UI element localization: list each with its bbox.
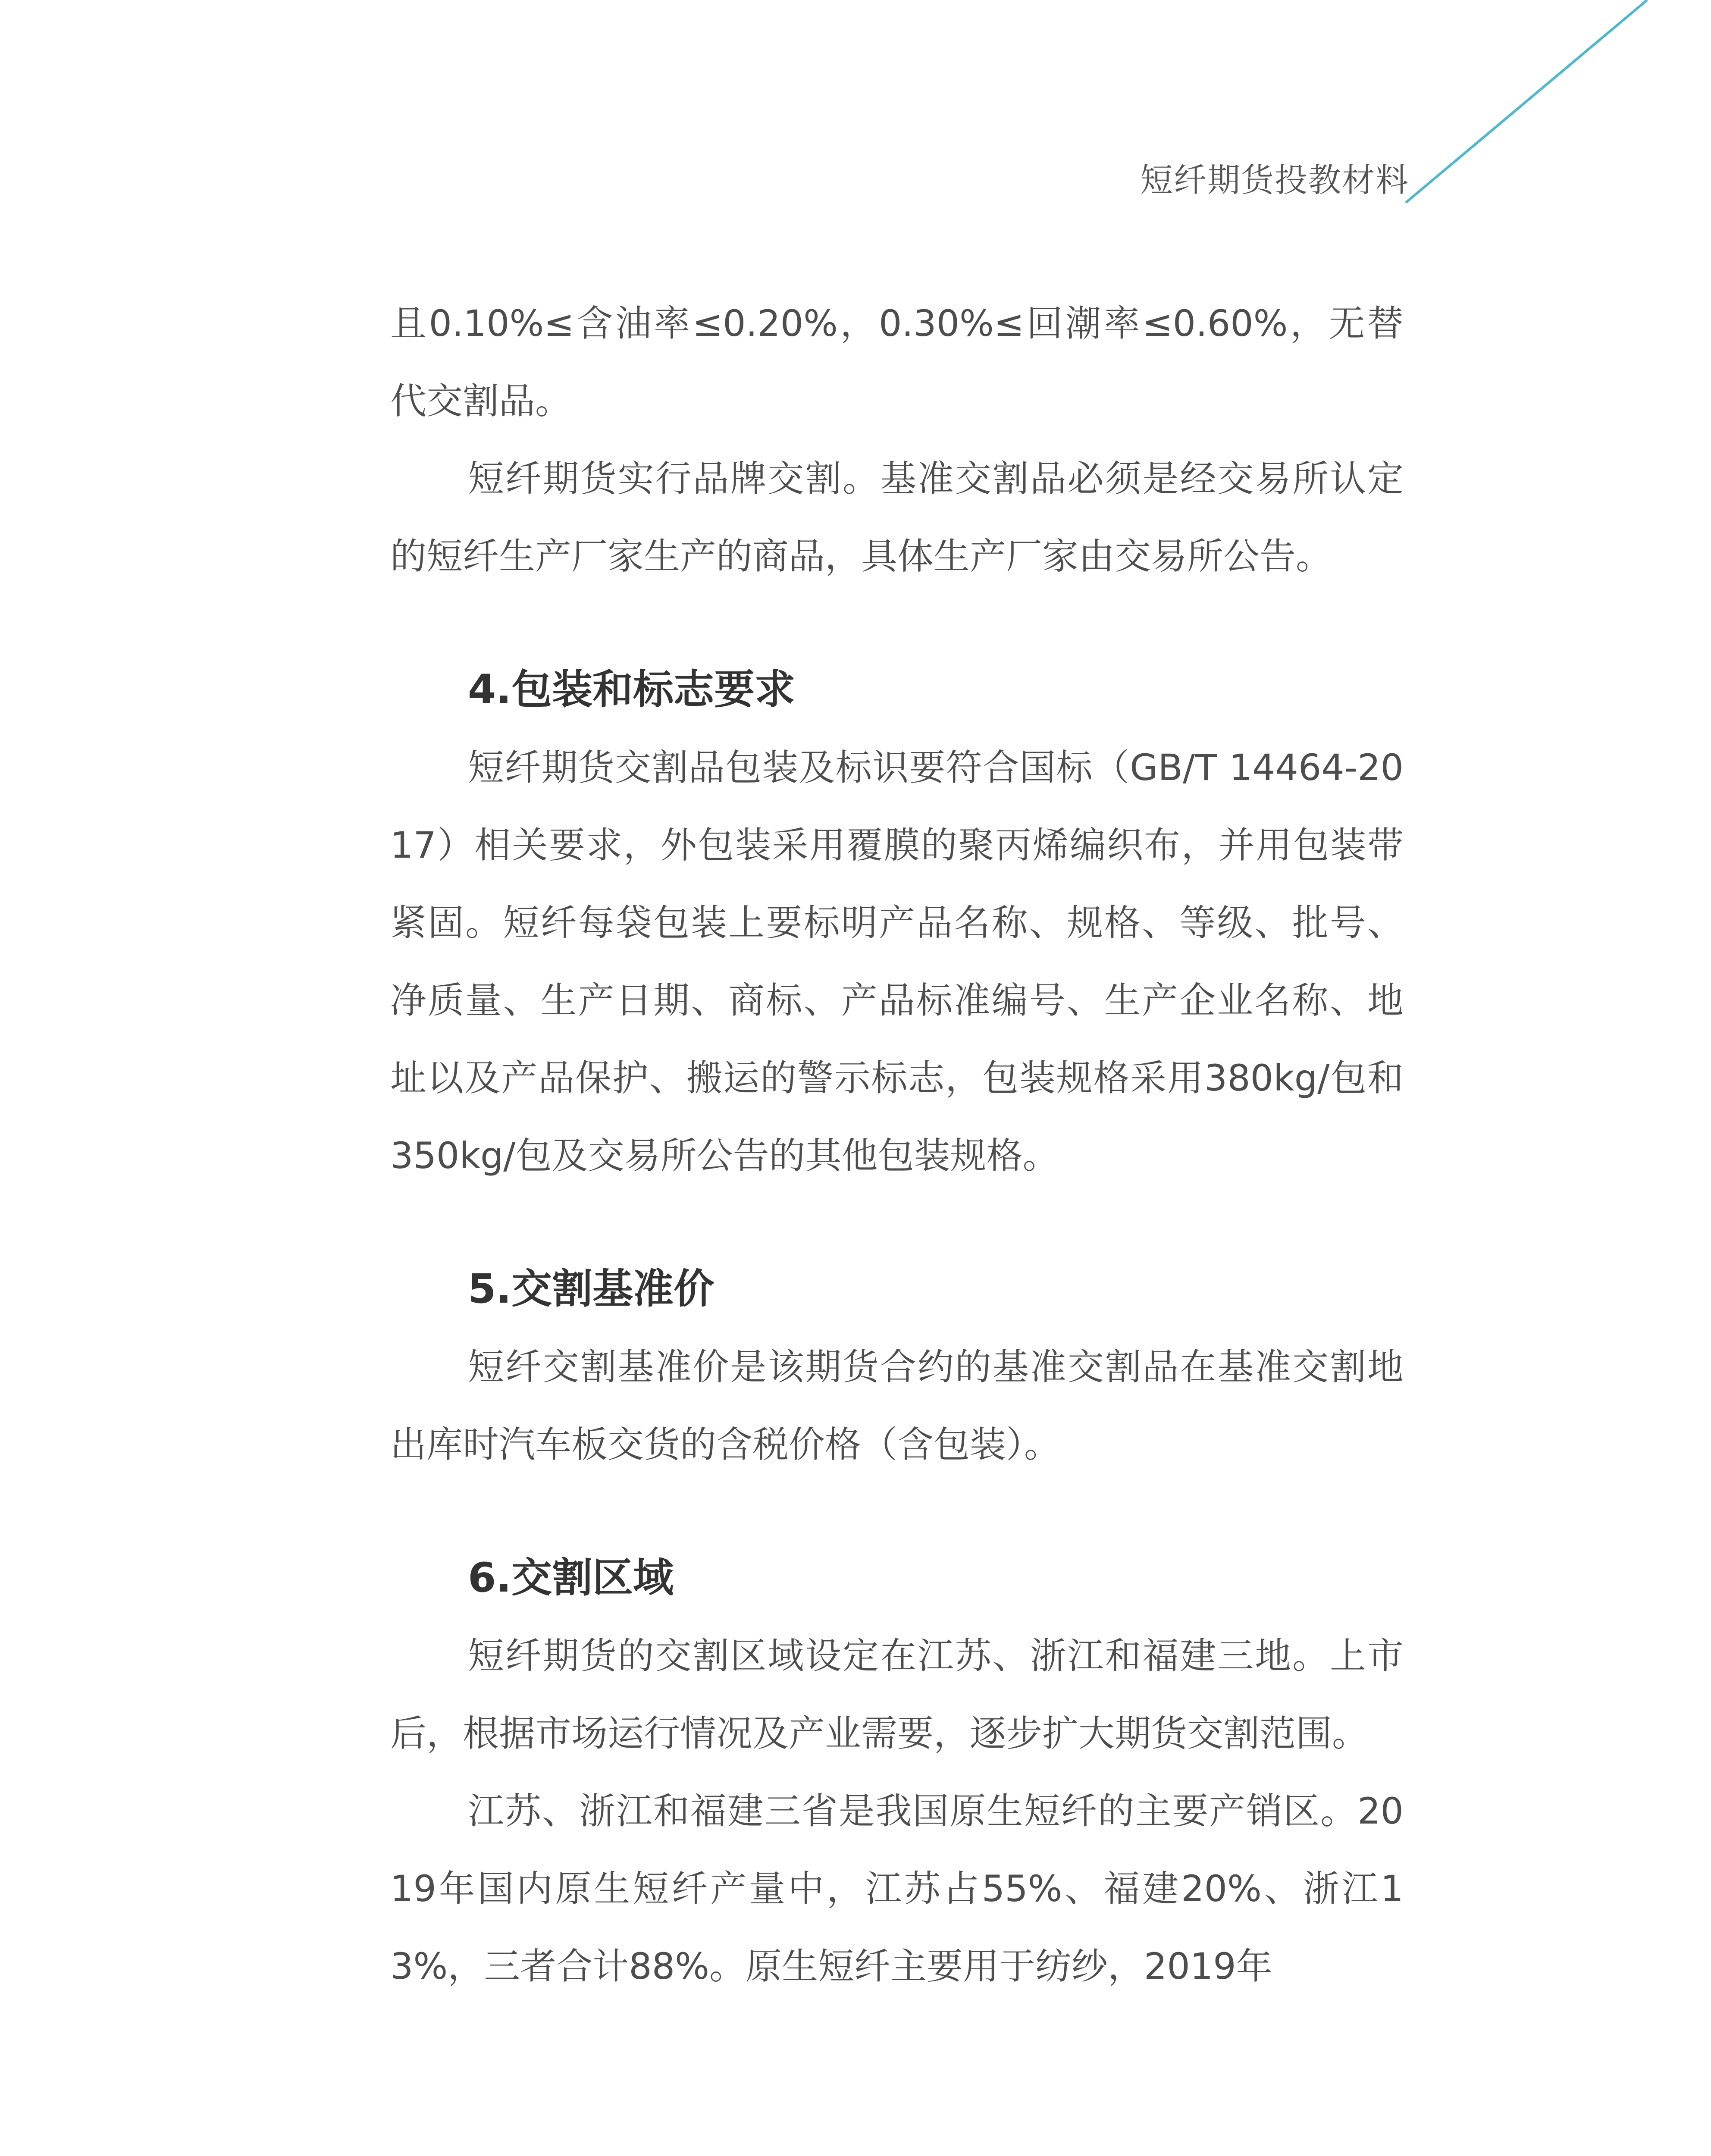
section-paragraph: 短纤期货交割品包装及标识要符合国标（GB/T 14464-2017）相关要求，外包装采用覆膜的聚丙烯编织布，并用包装带紧固。短纤每袋包装上要标明产品名称、规格、等级、批号、净质量、生产日期、商标、产品标准编号、生产企业名称、地址以及产品保护、搬运的警示标志，包装规格采用380kg/包和350kg/包及交易所公告的其他包装规格。 <box>390 746 1404 1177</box>
section-paragraph: 短纤交割基准价是该期货合约的基准交割品在基准交割地出库时汽车板交货的含税价格（含包装）。 <box>390 1346 1404 1466</box>
accent-line <box>1406 0 1647 203</box>
section-benchmark-price <box>390 1250 1404 1483</box>
intro-paragraph: 短纤期货实行品牌交割。基准交割品必须是经交易所认定的短纤生产厂家生产的商品，具体生产厂家由交易所公告。 <box>390 458 1404 577</box>
running-header-title: 短纤期货投教材料 <box>1140 161 1409 199</box>
intro-paragraph: 且0.10%≤含油率≤0.20%，0.30%≤回潮率≤0.60%，无替代交割品。 <box>390 302 1404 422</box>
section-heading: 6.交割区域 <box>468 1554 674 1601</box>
page-content <box>390 285 1404 2005</box>
section-heading: 4.包装和标志要求 <box>468 666 796 713</box>
section-heading: 5.交割基准价 <box>468 1266 714 1313</box>
section-paragraph: 短纤期货的交割区域设定在江苏、浙江和福建三地。上市后，根据市场运行情况及产业需要，逐步扩大期货交割范围。 <box>390 1635 1404 1755</box>
section-paragraph: 江苏、浙江和福建三省是我国原生短纤的主要产销区。2019年国内原生短纤产量中，江苏占55%、福建20%、浙江13%，三者合计88%。原生短纤主要用于纺纱，2019年 <box>390 1790 1404 1987</box>
decorative-diagonal-line <box>0 0 1711 259</box>
section-delivery-region <box>390 1539 1404 2005</box>
section-packaging <box>390 651 1404 1194</box>
